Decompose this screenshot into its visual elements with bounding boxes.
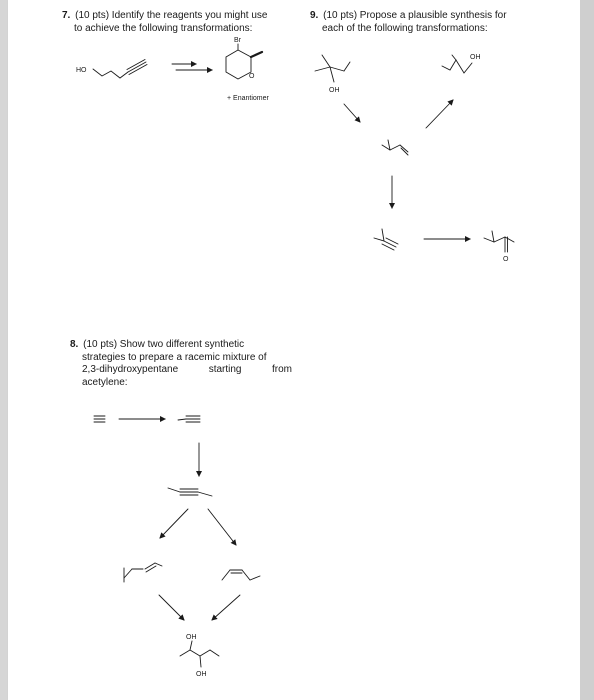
q9-label-oh-top: OH xyxy=(470,54,481,61)
q8-cis-alkene xyxy=(222,570,260,580)
q7-label-enantiomer: + Enantiomer xyxy=(227,95,269,102)
question-7-line-2: to achieve the following transformations: xyxy=(74,22,253,34)
q8-product-diol xyxy=(180,641,219,667)
q8-trans-alkene xyxy=(124,563,162,582)
question-8-number: 8. xyxy=(70,339,79,350)
q9-arrow-down-right xyxy=(344,104,360,122)
q9-product-ketone xyxy=(484,231,514,252)
q8-label-oh-top: OH xyxy=(186,634,197,641)
question-8-line-3c: from xyxy=(271,364,292,375)
q8-arrow-converge-right xyxy=(212,595,240,620)
q9-arrow-up-right xyxy=(426,100,453,128)
q8-arrow-converge-left xyxy=(159,595,184,620)
q9-label-o: O xyxy=(503,256,509,263)
q9-target-alcohol xyxy=(442,55,472,73)
q8-arrow-down-left xyxy=(160,509,188,538)
q9-start-alcohol xyxy=(315,55,350,82)
q7-starting-alkynol xyxy=(93,60,147,79)
q8-propyne xyxy=(178,416,200,422)
question-7-line-1: (10 pts) Identify the reagents you might use xyxy=(75,10,268,21)
q9-intermediate-alkene xyxy=(382,140,408,155)
question-8-line-4: acetylene: xyxy=(82,376,128,388)
q7-reaction-arrow xyxy=(172,64,212,70)
question-8-line-1: (10 pts) Show two different synthetic xyxy=(83,339,245,350)
question-8-line-2: strategies to prepare a racemic mixture of xyxy=(82,351,267,363)
q7-label-br: Br xyxy=(234,37,241,44)
question-9-line-1: (10 pts) Propose a plausible synthesis for xyxy=(323,10,507,21)
q8-arrow-down-right xyxy=(208,509,236,545)
question-9-number: 9. xyxy=(310,10,319,21)
q8-label-oh-bottom: OH xyxy=(196,671,207,678)
q8-pentyne xyxy=(168,488,212,496)
q9-label-oh-left: OH xyxy=(329,87,340,94)
q7-product-bromo-oxane xyxy=(226,44,262,79)
question-8-line-3a: 2,3-dihydroxypentane xyxy=(82,364,179,375)
question-8-line-3b: starting xyxy=(208,364,242,375)
q9-intermediate-alkyne xyxy=(374,229,398,250)
q7-label-o: O xyxy=(249,73,255,80)
question-9-line-2: each of the following transformations: xyxy=(322,22,488,34)
question-7-number: 7. xyxy=(62,10,71,21)
q7-label-ho: HO xyxy=(76,67,87,74)
q8-acetylene xyxy=(94,416,105,422)
